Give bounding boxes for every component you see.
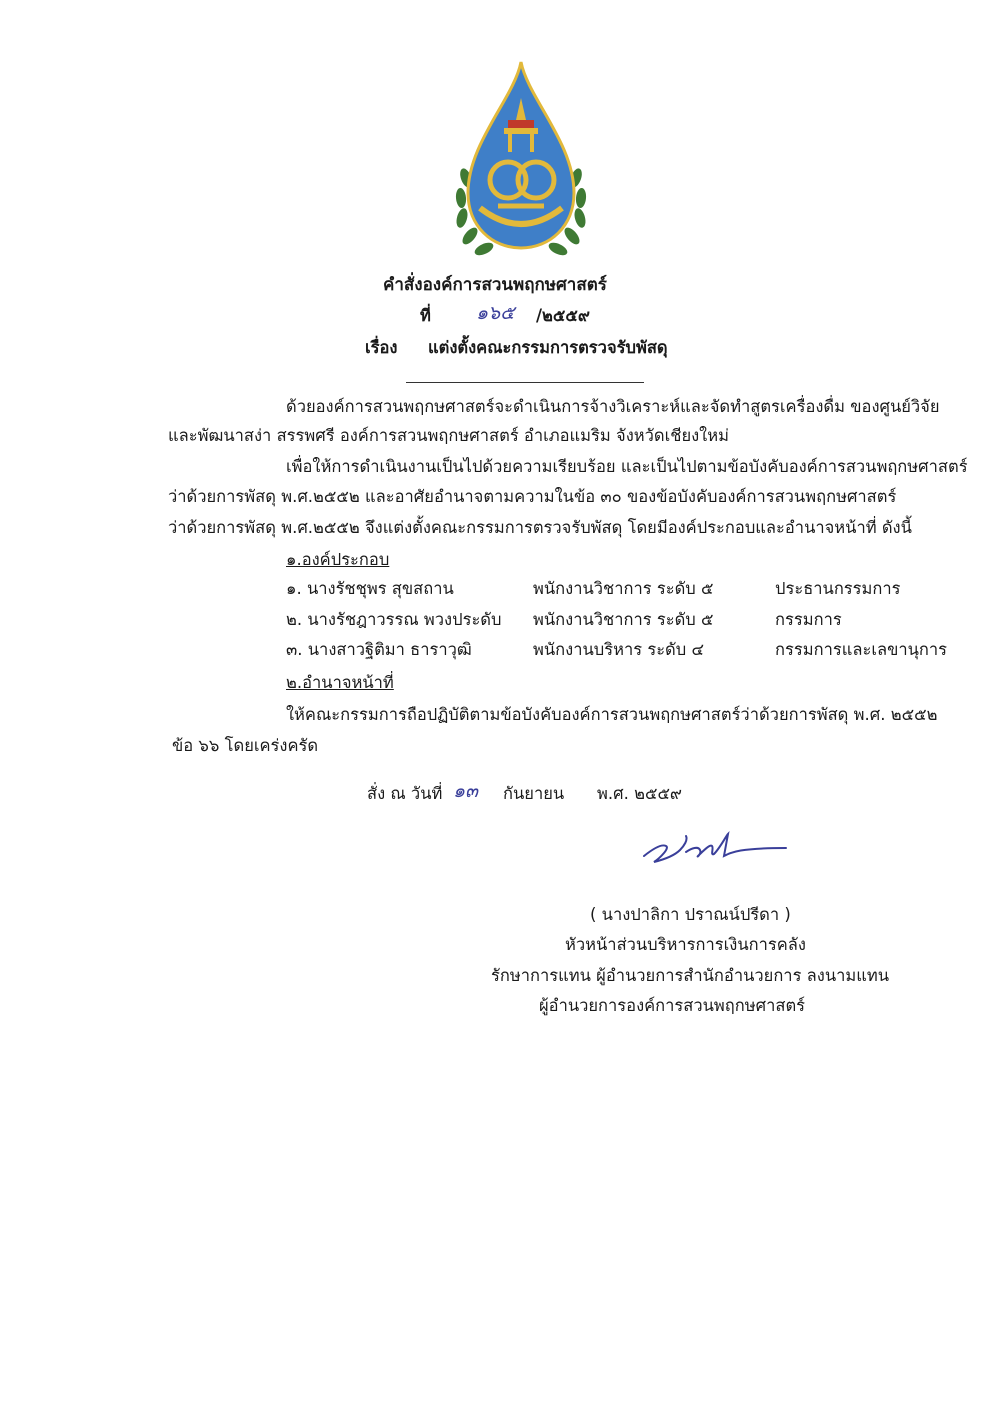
member-name: ๒. นางรัชฎาวรรณ พวงประดับ (286, 610, 502, 629)
organization-logo (448, 58, 594, 258)
signatory-name: ( นางปาลิกา ปราณน์ปรีดา ) (590, 905, 791, 924)
section-2-line-2: ข้อ ๖๖ โดยเคร่งครัด (172, 736, 319, 755)
paragraph-1-line-2: และพัฒนาสง่า สรรพศรี องค์การสวนพฤกษศาสตร์ อำเภอแมริม จังหวัดเชียงใหม่ (168, 426, 729, 445)
paragraph-1-line-1: ด้วยองค์การสวนพฤกษศาสตร์จะดำเนินการจ้างวิเคราะห์และจัดทำสูตรเครื่องดื่ม ของศูนย์วิจัย (286, 397, 940, 416)
member-name: ๓. นางสาวฐิติมา ธาราวุฒิ (286, 640, 472, 659)
subject-label: เรื่อง (365, 338, 398, 357)
order-number-label: ที่ (420, 306, 431, 325)
order-number-handwritten: ๑๖๕ (476, 302, 515, 324)
subject-text: แต่งตั้งคณะกรรมการตรวจรับพัสดุ (428, 338, 668, 357)
header-divider (406, 382, 644, 383)
member-position: พนักงานวิชาการ ระดับ ๕ (533, 579, 714, 598)
handwritten-signature (640, 826, 790, 868)
section-2-title: ๒.อำนาจหน้าที่ (286, 673, 394, 692)
order-number-year: /๒๕๕๙ (536, 306, 590, 325)
member-position: พนักงานวิชาการ ระดับ ๕ (533, 610, 714, 629)
date-day-handwritten: ๑๓ (453, 780, 479, 802)
order-title: คำสั่งองค์การสวนพฤกษศาสตร์ (383, 275, 607, 295)
date-prefix: สั่ง ณ วันที่ (367, 784, 443, 803)
droplet-shape-icon (468, 62, 574, 248)
member-role: ประธานกรรมการ (775, 579, 901, 598)
paragraph-2-line-3: ว่าด้วยการพัสดุ พ.ศ.๒๕๕๒ จึงแต่งตั้งคณะกรรมการตรวจรับพัสดุ โดยมีองค์ประกอบและอำนาจหน้าที่ ดังนี้ (168, 518, 912, 537)
date-month: กันยายน (503, 784, 565, 803)
paragraph-2-line-2: ว่าด้วยการพัสดุ พ.ศ.๒๕๕๒ และอาศัยอำนาจตามความในข้อ ๓๐ ของข้อบังคับองค์การสวนพฤกษศาสตร์ (168, 487, 897, 506)
signatory-title-1: หัวหน้าส่วนบริหารการเงินการคลัง (565, 935, 806, 954)
member-role: กรรมการและเลขานุการ (775, 640, 948, 659)
signatory-title-3: ผู้อำนวยการองค์การสวนพฤกษศาสตร์ (539, 996, 806, 1015)
date-year: พ.ศ. ๒๕๕๙ (597, 784, 683, 803)
section-2-line-1: ให้คณะกรรมการถือปฏิบัติตามข้อบังคับองค์การสวนพฤกษศาสตร์ว่าด้วยการพัสดุ พ.ศ. ๒๕๕๒ (286, 705, 938, 724)
signatory-title-2: รักษาการแทน ผู้อำนวยการสำนักอำนวยการ ลงนามแทน (491, 966, 890, 985)
member-name: ๑. นางรัชชุพร สุขสถาน (286, 579, 454, 598)
member-role: กรรมการ (775, 610, 842, 629)
member-position: พนักงานบริหาร ระดับ ๔ (533, 640, 704, 659)
paragraph-2-line-1: เพื่อให้การดำเนินงานเป็นไปด้วยความเรียบร้อย และเป็นไปตามข้อบังคับองค์การสวนพฤกษศาสตร์ (286, 457, 968, 476)
section-1-title: ๑.องค์ประกอบ (286, 550, 390, 569)
